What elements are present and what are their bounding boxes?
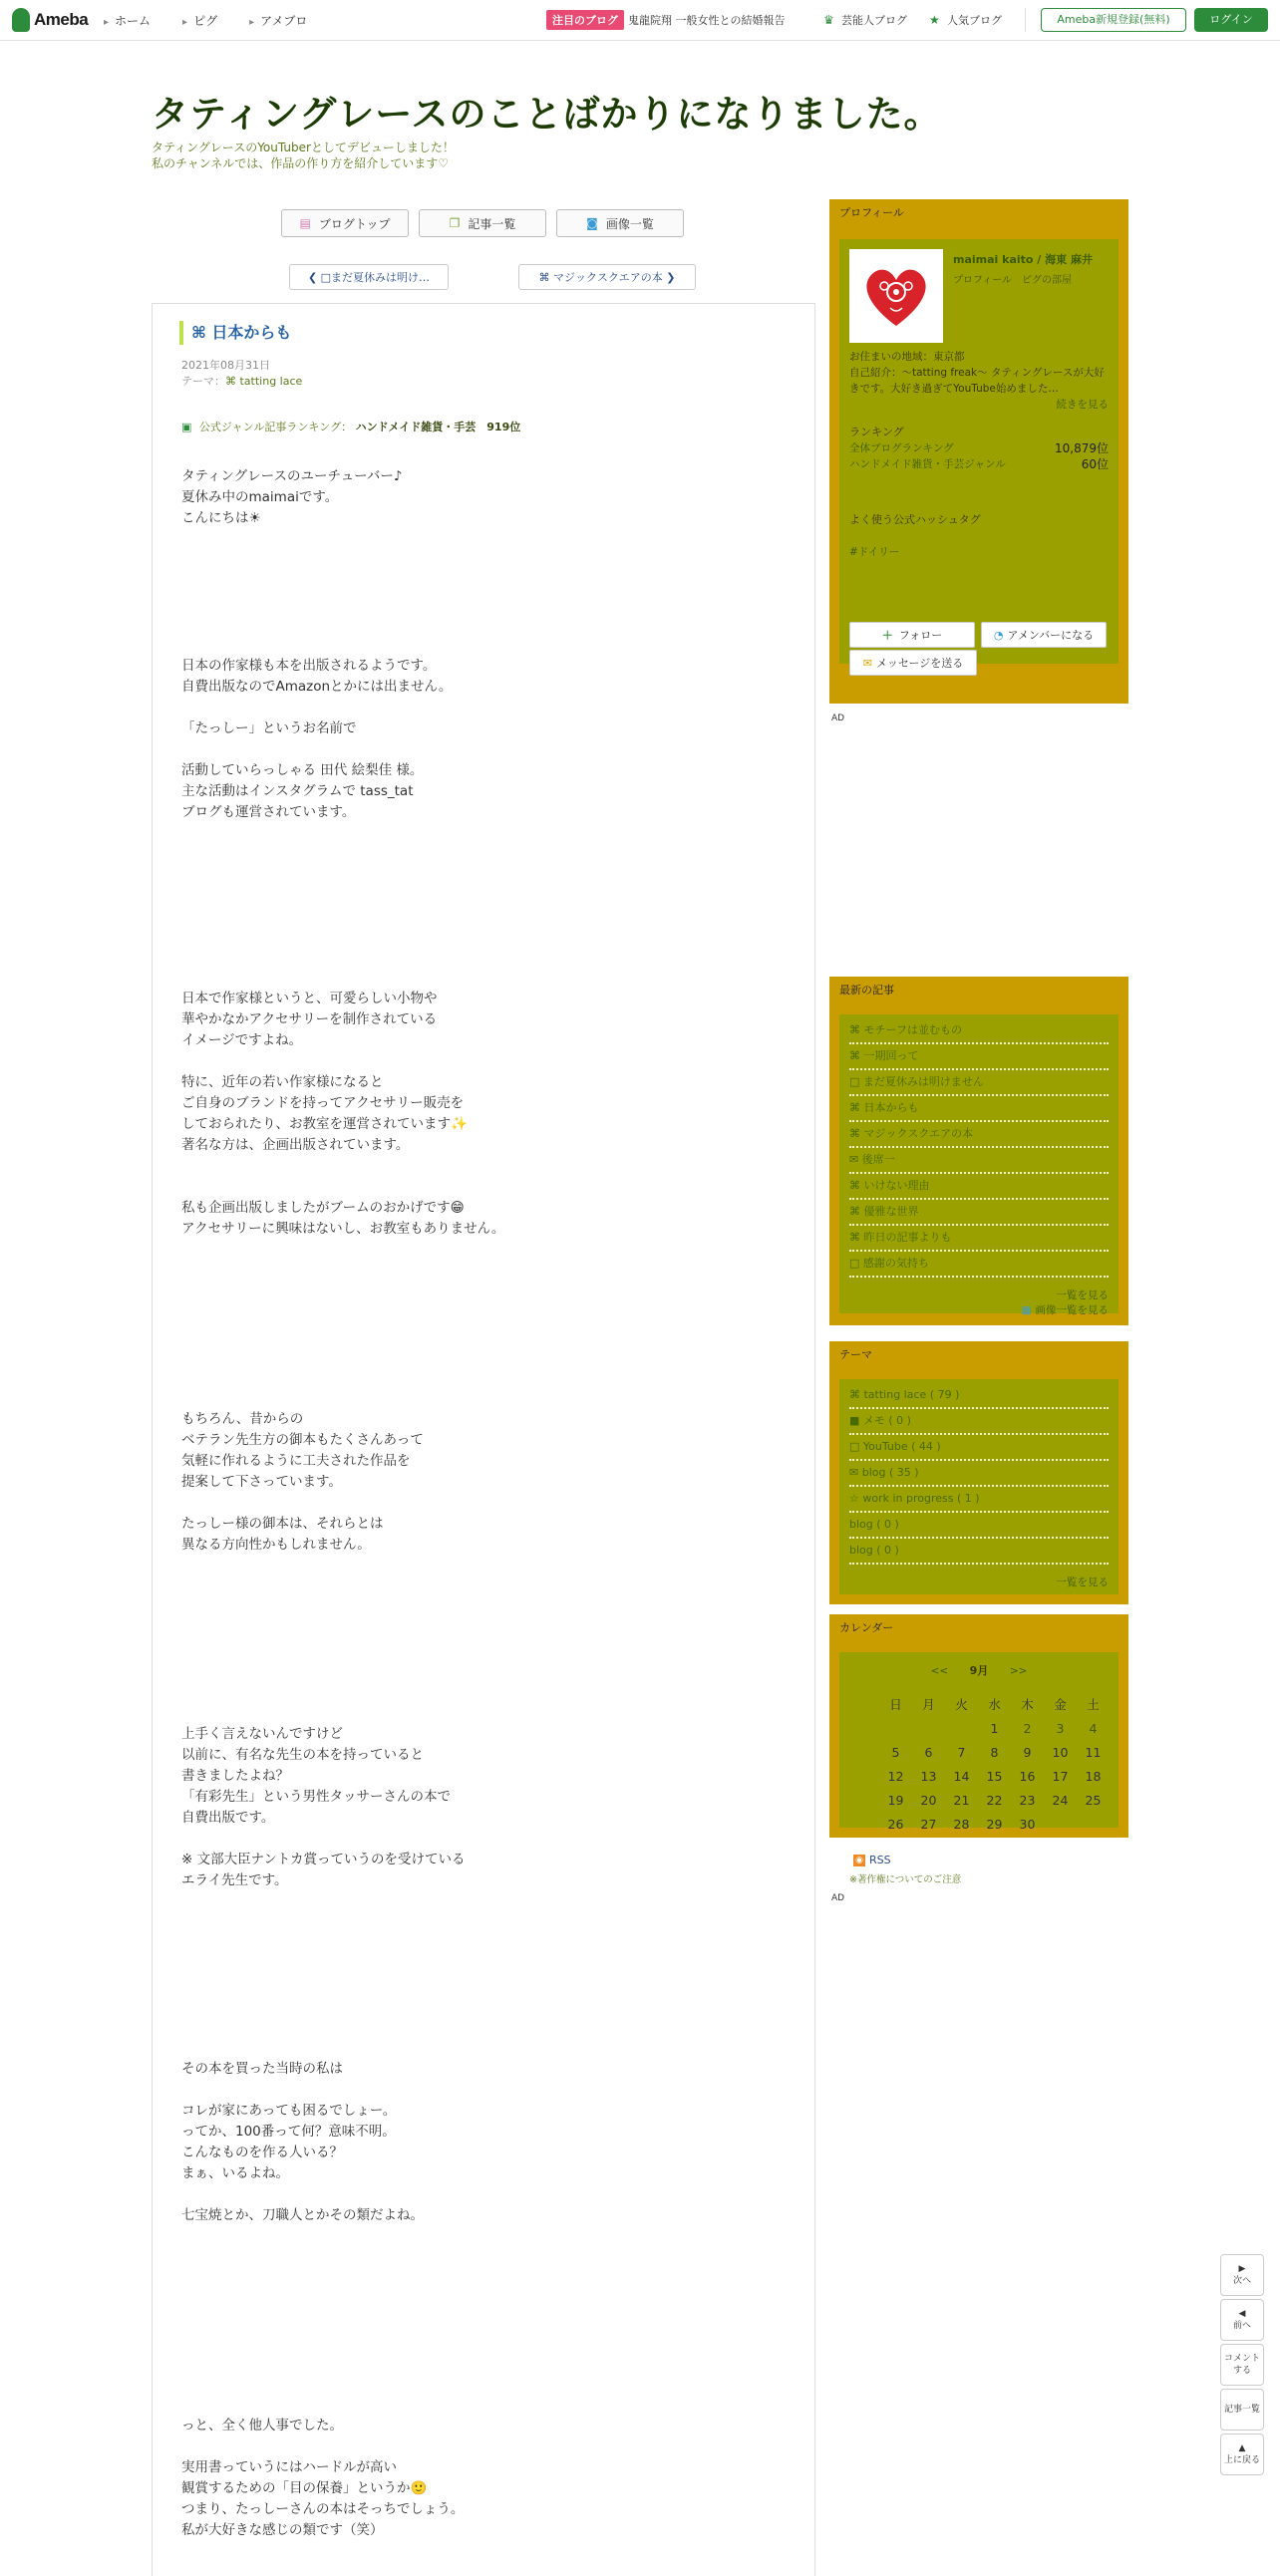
- theme-item[interactable]: ✉ blog ( 35 ): [849, 1461, 1109, 1487]
- recent-entry-item[interactable]: ⌘ 一期回って: [849, 1044, 1109, 1070]
- recent-heading: 最新の記事: [839, 984, 894, 997]
- calendar-nav: [839, 1662, 1119, 1678]
- calendar-day: 8: [990, 1744, 999, 1760]
- profile-location: お住まいの地域：東京都: [849, 351, 965, 363]
- hashtag-link[interactable]: #ドイリー: [849, 546, 900, 558]
- ad-label: AD: [831, 1893, 845, 1903]
- rss-icon: ◉: [853, 1855, 865, 1866]
- recent-entry-item[interactable]: ⌘ いけない理由: [849, 1174, 1109, 1200]
- calendar-day: 13: [920, 1768, 937, 1784]
- float-top-label: 上に戻る: [1223, 2455, 1260, 2465]
- hot-blog-badge: 注目のブログ: [546, 10, 624, 30]
- calendar-box: [829, 1614, 1128, 1838]
- ameba-logo-text: Ameba: [34, 10, 89, 29]
- calendar-day: 25: [1085, 1792, 1102, 1808]
- calendar-day: 1: [990, 1720, 999, 1736]
- entry-paragraph: 上手く言えないんですけど 以前に、有名な先生の本を持っていると 書きましたよね？ 「有彩先生」という男性タッサーさんの本で 自費出版です。 ※ 文部大臣ナントカ賞っていうのを受けている エライ先生です。: [181, 1726, 466, 1888]
- entry-theme-link[interactable]: ⌘ tatting lace: [225, 375, 303, 388]
- image-list-link[interactable]: [849, 1302, 1109, 1317]
- entry-paragraph: 日本の作家様も本を出版されるようです。 自費出版なのでAmazonとかには出ません。 「たっしー」というお名前で 活動していらっしゃる 田代 絵梨佳 様。 主な活動はインスタグラムで tass_tat ブログも運営されています。: [181, 658, 453, 820]
- entry-list-label: 記事一覧: [468, 216, 516, 231]
- entry-date: 2021年08月31日: [181, 359, 270, 372]
- geino-blog-label: 芸能人ブログ: [841, 14, 907, 27]
- camera-icon: ◙: [586, 216, 598, 230]
- calendar-grid: [879, 1692, 1110, 1836]
- calendar-icon: ▤: [299, 216, 311, 230]
- calendar-day: [912, 1716, 945, 1740]
- calendar-day: [945, 1716, 978, 1740]
- theme-item[interactable]: blog ( 0 ): [849, 1539, 1109, 1565]
- prev-entry-link[interactable]: ❮ □まだ夏休みは明け…: [289, 264, 449, 290]
- amember-button[interactable]: [981, 622, 1107, 648]
- calendar-day: 23: [1019, 1792, 1036, 1808]
- calendar-day: 22: [986, 1792, 1003, 1808]
- rank-all-row[interactable]: [849, 440, 1109, 456]
- recent-see-all-link[interactable]: 一覧を見る: [1056, 1289, 1109, 1301]
- calendar-day: 15: [986, 1768, 1003, 1784]
- genre-ranking: [181, 419, 520, 434]
- float-entries-button[interactable]: 記事一覧: [1220, 2389, 1264, 2431]
- theme-item[interactable]: blog ( 0 ): [849, 1513, 1109, 1539]
- theme-item[interactable]: ☆ work in progress ( 1 ): [849, 1487, 1109, 1513]
- calendar-week-row: [879, 1764, 1110, 1788]
- weekday-label: 火: [955, 1697, 968, 1712]
- register-button[interactable]: Ameba新規登録(無料): [1041, 8, 1186, 32]
- themes-box: [829, 1341, 1128, 1604]
- calendar-week-row: [879, 1716, 1110, 1740]
- recent-entry-item[interactable]: ⌘ 優雅な世界: [849, 1200, 1109, 1226]
- image-icon: ▦: [1021, 1304, 1032, 1316]
- entry-title[interactable]: ⌘ 日本からも: [179, 321, 291, 345]
- float-next-button[interactable]: [1220, 2254, 1264, 2296]
- follow-label: フォロー: [898, 629, 943, 642]
- image-list-link-label: 画像一覧を見る: [1035, 1304, 1109, 1316]
- theme-item[interactable]: ■ メモ ( 0 ): [849, 1409, 1109, 1435]
- chat-bubble-icon: ◔: [993, 628, 1004, 642]
- hashtag-heading: よく使う公式ハッシュタグ: [849, 513, 981, 526]
- profile-name[interactable]: maimai kaito / 海東 麻井: [953, 253, 1093, 266]
- heart-lace-icon: [856, 256, 936, 336]
- floating-nav: [1220, 2254, 1264, 2478]
- ranking-heading: ランキング: [849, 426, 904, 438]
- weekday-label: 金: [1054, 1697, 1067, 1712]
- profile-heading: プロフィール: [839, 206, 904, 219]
- recent-entry-item[interactable]: ⌘ 昨日の記事よりも: [849, 1226, 1109, 1252]
- calendar-day: [879, 1716, 912, 1740]
- star-icon: ★: [929, 13, 940, 27]
- weekday-label: 日: [889, 1697, 902, 1712]
- recent-entry-item[interactable]: ⌘ マジックスクエアの本: [849, 1122, 1109, 1148]
- calendar-day: [1044, 1812, 1077, 1836]
- crown-icon: ♛: [823, 13, 834, 27]
- calendar-day: 12: [887, 1768, 904, 1784]
- calendar-day: 17: [1052, 1768, 1069, 1784]
- image-list-label: 画像一覧: [605, 216, 654, 231]
- triangle-right-icon: ▶: [1238, 2264, 1246, 2274]
- genre-ranking-value[interactable]: ハンドメイド雑貨・手芸 919位: [355, 421, 521, 433]
- float-prev-label: 前へ: [1232, 2321, 1251, 2331]
- geino-blog-link[interactable]: [823, 12, 907, 28]
- recent-entry-item[interactable]: ⌘ 日本からも: [849, 1096, 1109, 1122]
- entry-theme-label: テーマ：: [181, 375, 225, 388]
- message-label: メッセージを送る: [875, 657, 964, 670]
- entry-paragraph: タティングレースのユーチューバー♪ 夏休み中のmaimaiです。 こんにちは☀: [181, 468, 403, 526]
- triangle-left-icon: ◀: [1238, 2309, 1246, 2319]
- calendar-day: 11: [1085, 1744, 1102, 1760]
- popular-blog-link[interactable]: [929, 12, 1002, 28]
- profile-text: [849, 349, 1109, 560]
- entry-paragraph: その本を買った当時の私は コレが家にあっても困るでしょー。 ってか、100番って何？意味不明。 こんなものを作る人いる？ まぁ、いるよね。 七宝焼とか、刀職人とかその類だよね。: [181, 2061, 424, 2223]
- nav-home[interactable]: ▸ ホーム: [104, 12, 151, 29]
- calendar-week-row: [879, 1740, 1110, 1764]
- ranking-icon: ▣: [181, 421, 192, 433]
- theme-item[interactable]: ⌘ tatting lace ( 79 ): [849, 1383, 1109, 1409]
- message-button[interactable]: [849, 650, 977, 676]
- amember-label: アメンバーになる: [1007, 629, 1095, 642]
- calendar-day: 19: [887, 1792, 904, 1808]
- calendar-weekday-row: [879, 1692, 1110, 1716]
- themes-heading: テーマ: [839, 1348, 872, 1361]
- calendar-day: 18: [1085, 1768, 1102, 1784]
- envelope-icon: ✉: [862, 656, 872, 670]
- calendar-day: 5: [891, 1744, 900, 1760]
- float-comment-button[interactable]: コメント する: [1220, 2344, 1264, 2386]
- triangle-up-icon: ▲: [1238, 2443, 1246, 2453]
- profile-more-link[interactable]: 続きを見る: [1056, 399, 1109, 411]
- recent-entry-item[interactable]: □ 感謝の気持ち: [849, 1252, 1109, 1278]
- calendar-day-link[interactable]: 2: [1023, 1720, 1032, 1736]
- ameba-logo-icon: [12, 8, 30, 32]
- weekday-label: 水: [988, 1697, 1001, 1712]
- follow-button[interactable]: [849, 622, 975, 648]
- calendar-day: 14: [953, 1768, 970, 1784]
- entry-list-button[interactable]: [419, 209, 546, 237]
- calendar-day: 29: [986, 1816, 1003, 1832]
- rank-all-label: 全体ブログランキング: [849, 442, 954, 454]
- rss-label: RSS: [869, 1854, 891, 1866]
- genre-ranking-label: 公式ジャンル記事ランキング：: [198, 421, 353, 433]
- blog-description-line: 私のチャンネルでは、作品の作り方を紹介しています♡: [152, 156, 450, 170]
- recent-entry-item[interactable]: ⌘ モチーフは並むもの: [849, 1018, 1109, 1044]
- nav-divider: [1025, 8, 1026, 32]
- calendar-day-link[interactable]: 4: [1089, 1720, 1098, 1736]
- calendar-day: 20: [920, 1792, 937, 1808]
- copyright-notice-link[interactable]: ※著作権についてのご注意: [849, 1874, 962, 1885]
- recent-entry-item[interactable]: ✉ 後席一: [849, 1148, 1109, 1174]
- blog-description-line: タティングレースのYouTuberとしてデビューしました！: [152, 141, 455, 154]
- ameba-logo[interactable]: [12, 8, 88, 32]
- calendar-week-row: [879, 1788, 1110, 1812]
- weekday-label: 木: [1021, 1697, 1034, 1712]
- recent-entries-box: [829, 977, 1128, 1325]
- next-entry-link[interactable]: ⌘ マジックスクエアの本 ❯: [518, 264, 696, 290]
- themes-see-all-link[interactable]: 一覧を見る: [1056, 1576, 1109, 1588]
- blog-top-button[interactable]: [281, 209, 409, 237]
- document-icon: ❐: [449, 216, 461, 230]
- calendar-day: 21: [953, 1792, 970, 1808]
- calendar-day-link[interactable]: 3: [1056, 1720, 1065, 1736]
- calendar-day: 30: [1019, 1816, 1036, 1832]
- profile-intro: 自己紹介：〜tatting freak〜 タティングレースが大好きです。大好き過ぎてYouTube始めました…: [849, 367, 1105, 395]
- float-next-label: 次へ: [1232, 2276, 1251, 2286]
- float-top-button[interactable]: [1220, 2433, 1264, 2475]
- float-prev-button[interactable]: [1220, 2299, 1264, 2341]
- hot-blog-link[interactable]: 鬼龍院翔 一般女性との結婚報告: [628, 14, 786, 27]
- rss-link[interactable]: [853, 1854, 891, 1866]
- profile-links[interactable]: プロフィール ピグの部屋: [953, 275, 1072, 286]
- entry-paragraph: 日本で作家様というと、可愛らしい小物や 華やかなかアクセサリーを制作されている イメージですよね。 特に、近年の若い作家様になると ご自身のブランドを持ってアクセサリー販売を しておられたり、お教室を運営されています✨ 著名な方は、企画出版されています。 私も企画出版しましたがブームのおかげです😁 アクセサリーに興味はないし、お教室もありません。: [181, 991, 505, 1237]
- calendar-day: 7: [957, 1744, 966, 1760]
- image-list-button[interactable]: [556, 209, 684, 237]
- calendar-day: [1077, 1812, 1110, 1836]
- calendar-next-link[interactable]: >>: [1009, 1665, 1028, 1677]
- top-nav-bar: [0, 0, 1280, 41]
- blog-title[interactable]: タティングレースのことばかりになりました。: [152, 93, 942, 136]
- rank-genre-label: ハンドメイド雑貨・手芸ジャンル: [849, 458, 1006, 470]
- weekday-label: 土: [1087, 1697, 1100, 1712]
- calendar-heading: カレンダー: [839, 1621, 894, 1634]
- plus-icon: ＋: [881, 629, 893, 642]
- rank-all-value: 10,879位: [1055, 441, 1109, 455]
- blog-top-label: ブログトップ: [318, 216, 391, 231]
- calendar-day: 26: [887, 1816, 904, 1832]
- entry-paragraph: もちろん、昔からの ベテラン先生方の御本もたくさんあって 気軽に作れるように工夫された作品を 提案して下さっています。 たっしー様の御本は、それらとは 異なる方向性かもしれません。: [181, 1411, 424, 1553]
- nav-pigg[interactable]: ▸ ピグ: [182, 12, 217, 29]
- calendar-month: 9月: [969, 1664, 989, 1677]
- profile-avatar[interactable]: [849, 249, 943, 343]
- rank-genre-value: 60位: [1081, 457, 1109, 471]
- calendar-day: 24: [1052, 1792, 1069, 1808]
- recent-entry-item[interactable]: □ まだ夏休みは明けません: [849, 1070, 1109, 1096]
- rank-genre-row[interactable]: [849, 456, 1109, 472]
- entry-theme: [181, 373, 302, 389]
- login-button[interactable]: ログイン: [1194, 8, 1268, 32]
- calendar-day: 9: [1023, 1744, 1032, 1760]
- calendar-day: 16: [1019, 1768, 1036, 1784]
- popular-blog-label: 人気ブログ: [947, 14, 1002, 27]
- ad-label: AD: [831, 714, 845, 723]
- theme-item[interactable]: □ YouTube ( 44 ): [849, 1435, 1109, 1461]
- entry-paragraph: っと、全く他人事でした。 実用書っていうにはハードルが高い 観賞するための「目の保養」というか🙂 つまり、たっしーさんの本はそっちでしょう。 私が大好きな感じの類です（笑）: [181, 2418, 465, 2538]
- calendar-week-row: [879, 1812, 1110, 1836]
- calendar-day: 6: [924, 1744, 933, 1760]
- profile-box: [829, 199, 1128, 704]
- blog-description: [152, 140, 455, 171]
- nav-ameblo[interactable]: ▸ アメブロ: [249, 12, 307, 29]
- weekday-label: 月: [922, 1697, 935, 1712]
- calendar-day: 28: [953, 1816, 970, 1832]
- calendar-day: 10: [1052, 1744, 1069, 1760]
- calendar-prev-link[interactable]: <<: [930, 1665, 949, 1677]
- calendar-day: 27: [920, 1816, 937, 1832]
